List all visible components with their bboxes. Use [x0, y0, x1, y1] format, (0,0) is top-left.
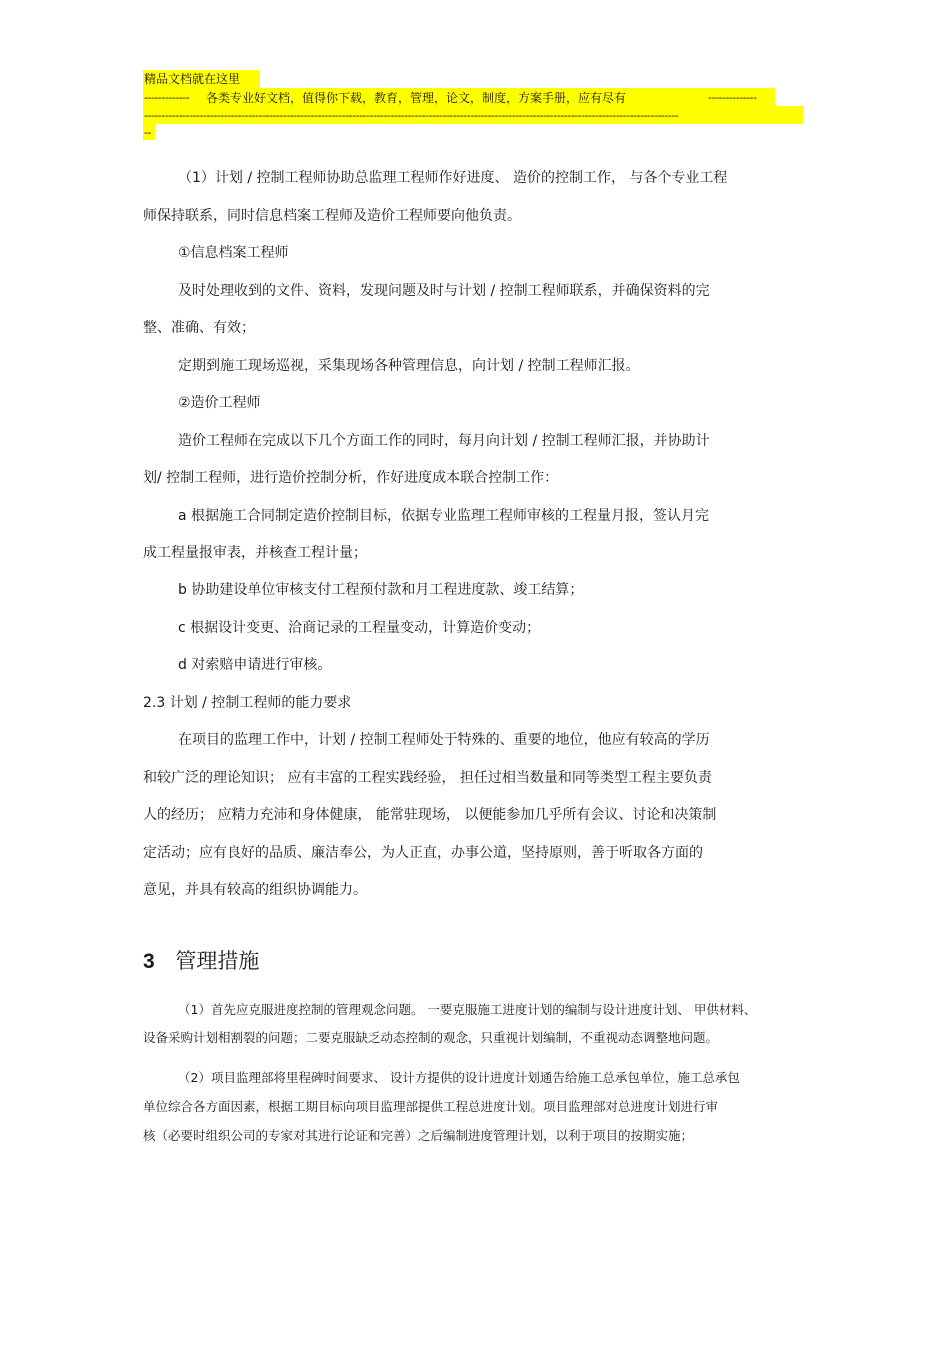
section-2-3-heading: 2.3 计划 / 控制工程师的能力要求 — [143, 695, 352, 711]
section-3-p2-line1: （2）项目监理部将里程碑时间要求、 设计方提供的设计进度计划通告给施工总承包单位，施工总承包 — [178, 1070, 740, 1085]
banner-dashes-left: ------------- — [144, 91, 190, 104]
cost-item-a-line2: 成工程量报审表，并核查工程计量； — [143, 545, 367, 561]
section-3-p2-line2: 单位综合各方面因素，根据工期目标向项目监理部提供工程总进度计划。项目监理部对总进度计划进行审 — [143, 1099, 719, 1114]
section-2-3-line1: 在项目的监理工作中，计划 / 控制工程师处于特殊的、重要的地位，他应有较高的学历 — [178, 732, 710, 748]
banner-title: 精品文档就在这里 — [144, 72, 241, 86]
section-2-3-line4: 定活动；应有良好的品质、廉洁奉公，为人正直，办事公道，坚持原则，善于听取各方面的 — [143, 845, 703, 861]
cost-item-a-line1: a 根据施工合同制定造价控制目标，依据专业监理工程师审核的工程量月报，签认月完 — [178, 508, 710, 524]
cost-engineer-heading: ②造价工程师 — [178, 395, 261, 411]
section-3-p2-line3: 核（必要时组织公司的专家对其进行论证和完善）之后编制进度管理计划，以利于项目的按期实施； — [143, 1128, 694, 1143]
cost-item-b: b 协助建设单位审核支付工程预付款和月工程进度款、竣工结算； — [178, 582, 584, 598]
section-3-p1-line1: （1）首先应克服进度控制的管理观念问题。 一要克服施工进度计划的编制与设计进度计划、 甲供材料、 — [178, 1002, 757, 1017]
banner-dashes-end: -- — [144, 126, 151, 139]
cost-engineer-line2: 划/ 控制工程师，进行造价控制分析，作好进度成本联合控制工作： — [143, 470, 559, 486]
info-engineer-line1: 及时处理收到的文件、资料，发现问题及时与计划 / 控制工程师联系，并确保资料的完 — [178, 283, 710, 299]
info-engineer-line3: 定期到施工现场巡视，采集现场各种管理信息，向计划 / 控制工程师汇报。 — [178, 358, 640, 374]
cost-engineer-line1: 造价工程师在完成以下几个方面工作的同时，每月向计划 / 控制工程师汇报，并协助计 — [178, 433, 710, 449]
section-2-3-line5: 意见，并具有较高的组织协调能力。 — [143, 882, 367, 898]
section-2-3-line3: 人的经历； 应精力充沛和身体健康， 能常驻现场， 以便能参加几乎所有会议、讨论和决策制 — [143, 807, 717, 823]
info-engineer-heading: ①信息档案工程师 — [178, 245, 289, 261]
cost-item-c: c 根据设计变更、洽商记录的工程量变动，计算造价变动； — [178, 620, 541, 636]
section-3-p1-line2: 设备采购计划相割裂的问题；二要克服缺乏动态控制的观念，只重视计划编制，不重视动态调整地问题。 — [143, 1030, 719, 1045]
info-engineer-line2: 整、准确、有效； — [143, 320, 255, 336]
section-3-title: 管理措施 — [175, 949, 260, 973]
section-3-heading — [143, 948, 259, 975]
para1-line1: （1）计划 / 控制工程师协助总监理工程师作好进度、 造价的控制工作， 与各个专业工程 — [178, 170, 728, 186]
cost-item-d: d 对索赔申请进行审核。 — [178, 657, 332, 673]
banner-dashes-right: -------------- — [708, 91, 757, 104]
section-3-number: 3 — [143, 950, 155, 973]
banner-dashes-line: ---------------------------------------------------------------------------------------------------------------------------------------------------------- — [144, 109, 679, 122]
section-2-3-line2: 和较广泛的理论知识； 应有丰富的工程实践经验， 担任过相当数量和同等类型工程主要负责 — [143, 770, 712, 786]
banner-slogan: 各类专业好文档，值得你下载，教育，管理，论文，制度，方案手册，应有尽有 — [206, 91, 627, 105]
para1-line2: 师保持联系，同时信息档案工程师及造价工程师要向他负责。 — [143, 208, 521, 224]
